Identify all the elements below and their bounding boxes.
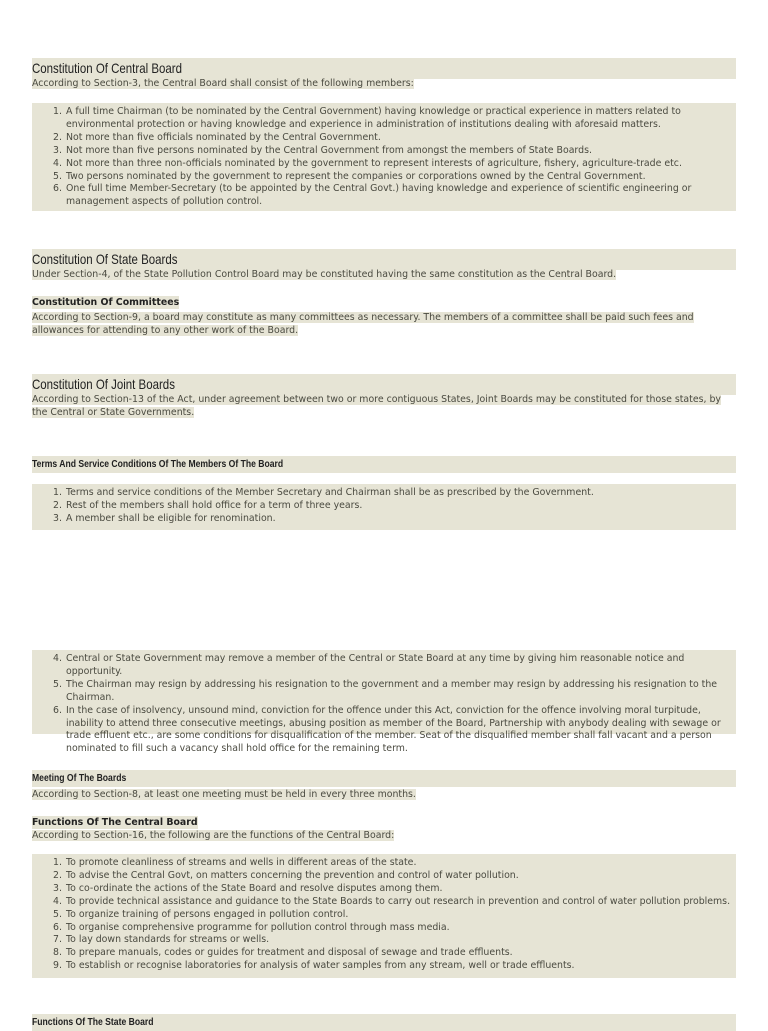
list-item-text: To organise comprehensive programme for pollution control through mass media. — [66, 921, 450, 933]
meeting-text: According to Section-8, at least one meeting must be held in every three months. — [32, 789, 416, 800]
list-item — [32, 145, 736, 158]
list-item — [32, 896, 736, 909]
list-item-number: 7. — [53, 934, 62, 946]
list-item-text: The Chairman may resign by addressing his resignation to the government and a member may resign by addressing his resignation to the Chairman. — [66, 678, 718, 703]
list-item-text: To lay down standards for streams or wells. — [66, 934, 270, 946]
list-item-text: To organize training of persons engaged in pollution control. — [66, 908, 349, 920]
list-item-text: Not more than five officials nominated by the Central Government. — [66, 131, 381, 143]
section-heading-functions-central: Functions Of The Central Board — [32, 817, 198, 828]
functions-central-intro: According to Section-16, the following are the functions of the Central Board: — [32, 830, 395, 841]
list-item-number: 6. — [53, 704, 62, 716]
section-heading-joint-boards: Constitution Of Joint Boards — [32, 374, 736, 395]
list-item-text: To prepare manuals, codes or guides for treatment and disposal of sewage and trade effluents. — [66, 947, 513, 959]
section-heading-terms: Terms And Service Conditions Of The Members Of The Board — [32, 456, 736, 473]
list-item — [32, 705, 736, 757]
list-item-number: 1. — [53, 106, 62, 117]
joint-boards-text: According to Section-13 of the Act, under agreement between two or more contiguous States, Joint Boards may be constituted for those states, by the Central or State Governments. — [32, 394, 721, 419]
list-item — [32, 158, 736, 171]
list-item — [32, 106, 736, 132]
list-item — [32, 922, 736, 935]
list-item-number: 3. — [53, 512, 62, 524]
section-heading-meeting: Meeting Of The Boards — [32, 770, 736, 787]
list-item — [32, 883, 736, 896]
list-item — [32, 653, 736, 679]
section-heading-committees: Constitution Of Committees — [32, 297, 180, 308]
list-item-number: 9. — [53, 960, 62, 972]
list-item-text: A member shall be eligible for renomination. — [66, 512, 276, 524]
list-item — [32, 487, 736, 500]
list-item — [32, 960, 736, 973]
central-board-intro: According to Section-3, the Central Board shall consist of the following members: — [32, 78, 414, 89]
list-item-number: 5. — [53, 170, 62, 182]
list-item-number: 1. — [53, 487, 62, 498]
list-item-text: Two persons nominated by the government to represent the companies or corporations owned by the Central Government. — [66, 170, 646, 182]
list-item-text: One full time Member-Secretary (to be appointed by the Central Govt.) having knowledge and experience of scientific engineering or management aspects of pollution control. — [66, 183, 692, 208]
section-heading-central-board: Constitution Of Central Board — [32, 58, 736, 79]
list-item-text: To co-ordinate the actions of the State Board and resolve disputes among them. — [66, 882, 443, 894]
list-item — [32, 183, 736, 209]
list-item — [32, 132, 736, 145]
list-item-number: 3. — [53, 882, 62, 894]
list-item-number: 2. — [53, 131, 62, 143]
list-item — [32, 947, 736, 960]
list-item — [32, 857, 736, 870]
terms-list-a — [32, 484, 736, 530]
list-item-text: Not more than three non-officials nominated by the government to represent interests of agriculture, fishery, agriculture-trade etc. — [66, 157, 682, 169]
list-item-number: 2. — [53, 869, 62, 881]
list-item-number: 4. — [53, 653, 62, 664]
list-item-text: Central or State Government may remove a member of the Central or State Board at any time by giving him reasonable notice and opportunity. — [66, 653, 685, 677]
section-heading-state-boards: Constitution Of State Boards — [32, 249, 736, 270]
committees-text: According to Section-9, a board may constitute as many committees as necessary. The members of a committee shall be paid such fees and allowances for attending to any other work of the Board. — [32, 312, 694, 337]
list-item-text: To promote cleanliness of streams and wells in different areas of the state. — [66, 857, 417, 868]
list-item-number: 6. — [53, 183, 62, 195]
list-item-number: 4. — [53, 157, 62, 169]
list-item-number: 1. — [53, 857, 62, 868]
list-item-number: 6. — [53, 921, 62, 933]
list-item-text: Not more than five persons nominated by the Central Government from amongst the members of State Boards. — [66, 144, 592, 156]
list-item-number: 2. — [53, 499, 62, 511]
list-item — [32, 679, 736, 705]
section-heading-functions-state: Functions Of The State Board — [32, 1014, 736, 1031]
list-item — [32, 500, 736, 513]
list-item-number: 3. — [53, 144, 62, 156]
list-item-number: 5. — [53, 678, 62, 690]
list-item-text: To advise the Central Govt, on matters concerning the prevention and control of water pollution. — [66, 869, 519, 881]
functions-central-list — [32, 854, 736, 978]
list-item-text: In the case of insolvency, unsound mind, conviction for the offence under this Act, conviction for the offence involving moral turpitude, inability to attend three consecutive meetings, abusing position as member of the Board, Partnership with anybody dealing with sewage or trade effluent etc., are some conditions for disqualification of the member. Seat of the disqualified member shall fall vacant and a person nominated to fill such a vacancy shall hold office for the remaining term. — [66, 704, 721, 755]
list-item-number: 5. — [53, 908, 62, 920]
list-item-number: 4. — [53, 895, 62, 907]
list-item-text: Rest of the members shall hold office for a term of three years. — [66, 499, 363, 511]
terms-list-b — [32, 650, 736, 755]
list-item-text: Terms and service conditions of the Member Secretary and Chairman shall be as prescribed by the Government. — [66, 487, 594, 498]
list-item — [32, 171, 736, 184]
list-item — [32, 870, 736, 883]
list-item — [32, 909, 736, 922]
list-item-number: 8. — [53, 947, 62, 959]
state-boards-text: Under Section-4, of the State Pollution Control Board may be constituted having the same constitution as the Central Board. — [32, 269, 617, 280]
list-item — [32, 513, 736, 526]
list-item-text: To establish or recognise laboratories for analysis of water samples from any stream, well or trade effluents. — [66, 960, 575, 972]
list-item — [32, 934, 736, 947]
list-item-text: To provide technical assistance and guidance to the State Boards to carry out research in prevention and control of water pollution problems. — [66, 895, 731, 907]
central-board-members-list — [32, 103, 736, 211]
list-item-text: A full time Chairman (to be nominated by the Central Government) having knowledge or practical experience in matters related to environmental protection or having knowledge and experience in administration of institutions dealing with aforesaid matters. — [66, 106, 681, 130]
